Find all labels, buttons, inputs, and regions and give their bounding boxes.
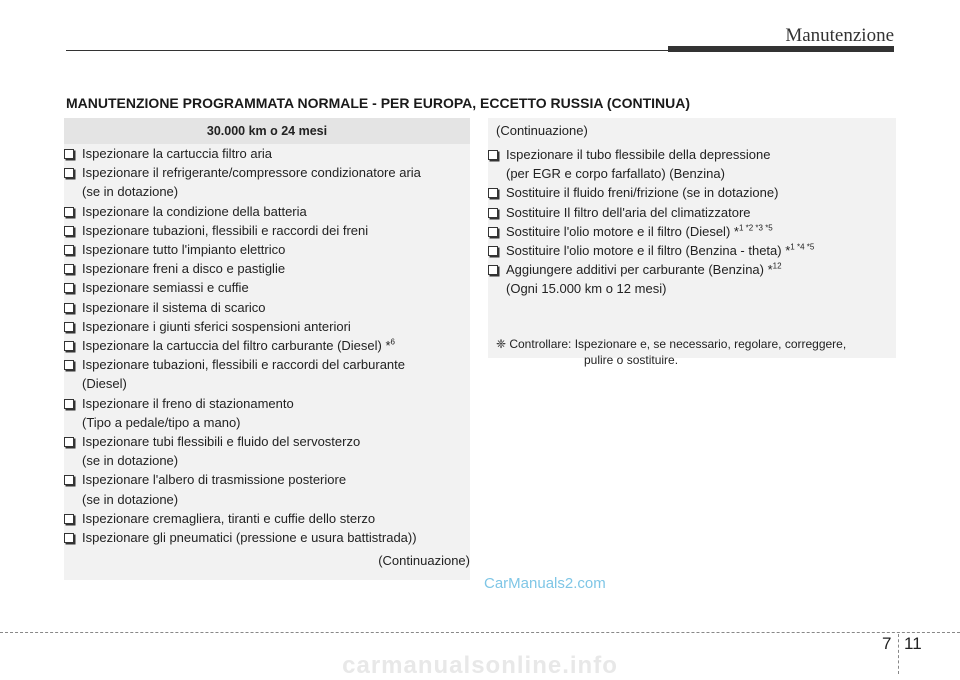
checklist-item	[64, 278, 470, 297]
checklist-item	[64, 240, 470, 259]
checklist-item	[488, 222, 896, 241]
note-symbol-icon: ❈	[496, 337, 507, 351]
checkbox-icon	[64, 283, 74, 293]
checkbox-icon	[64, 360, 74, 370]
checkbox-icon	[64, 341, 74, 351]
checklist-item-text: Aggiungere additivi per carburante (Benzina) *	[506, 262, 773, 278]
checklist-item-text: Ispezionare la condizione della batteria	[82, 203, 307, 219]
left-checklist	[64, 144, 470, 547]
checklist-item-text: Ispezionare la cartuccia filtro aria	[82, 146, 273, 161]
checkbox-icon	[488, 227, 498, 237]
checklist-item-text: Sostituire l'olio motore e il filtro (Diesel) *	[506, 223, 739, 239]
checkbox-icon	[64, 226, 74, 236]
checkbox-icon	[64, 533, 74, 543]
checklist-item	[64, 202, 470, 221]
checklist-item-text: Sostituire Il filtro dell'aria del climatizzatore	[506, 204, 751, 220]
checklist-item	[64, 528, 470, 547]
note-line-1: Controllare: Ispezionare e, se necessario, regolare, correggere,	[509, 337, 847, 351]
bottom-watermark: carmanualsonline.info	[342, 652, 618, 679]
section-title: Manutenzione	[785, 25, 894, 46]
checklist-item-subtext: (Ogni 15.000 km o 12 mesi)	[506, 281, 667, 297]
checklist-item-subtext: (per EGR e corpo farfallato) (Benzina)	[506, 166, 725, 182]
checklist-item-text: Ispezionare il freno di stazionamento	[82, 395, 294, 411]
checklist-item	[64, 432, 470, 470]
checkbox-icon	[64, 399, 74, 409]
checkbox-icon	[64, 168, 74, 178]
checkbox-icon	[64, 437, 74, 447]
checklist-item	[488, 241, 896, 260]
checklist-item-subtext: (Tipo a pedale/tipo a mano)	[82, 414, 241, 430]
checklist-item-text: Ispezionare il refrigerante/compressore condizionatore aria	[82, 165, 421, 181]
checklist-item-text: Sostituire il fluido freni/frizione (se in dotazione)	[506, 185, 779, 201]
checkbox-icon	[64, 264, 74, 274]
checklist-item	[488, 260, 896, 298]
checklist-item-text: Ispezionare tutto l'impianto elettrico	[82, 242, 286, 258]
checklist-item-text: Ispezionare tubazioni, flessibili e raccordi dei freni	[82, 222, 369, 238]
page-heading: MANUTENZIONE PROGRAMMATA NORMALE - PER EUROPA, ECCETTO RUSSIA (CONTINUA)	[66, 95, 691, 111]
checkbox-icon	[64, 303, 74, 313]
checklist-item	[64, 336, 470, 355]
checklist-item-text: Sostituire l'olio motore e il filtro (Benzina - theta) *	[506, 243, 791, 259]
checklist-item	[64, 470, 470, 508]
interval-heading: 30.000 km o 24 mesi	[64, 118, 470, 144]
checkbox-icon	[488, 265, 498, 275]
checkbox-icon	[64, 207, 74, 217]
checkbox-icon	[488, 208, 498, 218]
checklist-item	[488, 203, 896, 222]
checklist-item-subtext: (se in dotazione)	[82, 491, 179, 507]
checklist-item-subtext: (Diesel)	[82, 376, 127, 392]
checklist-item-text: Ispezionare gli pneumatici (pressione e usura battistrada))	[82, 530, 417, 546]
checklist-item	[64, 259, 470, 278]
right-checklist	[488, 145, 896, 299]
footnote-ref: 1 *4 *5	[790, 242, 815, 252]
footnote-ref: 1 *2 *3 *5	[738, 223, 773, 233]
checklist-item	[64, 163, 470, 201]
checklist-item-text: Ispezionare tubi flessibili e fluido del servosterzo	[82, 434, 361, 450]
checkbox-icon	[64, 322, 74, 332]
checklist-item-text: Ispezionare l'albero di trasmissione posteriore	[82, 472, 347, 488]
checklist-item-text: Ispezionare la cartuccia del filtro carburante (Diesel) *	[82, 338, 391, 354]
checklist-item	[64, 509, 470, 528]
checklist-item-subtext: (se in dotazione)	[82, 184, 179, 200]
checklist-item	[64, 355, 470, 393]
checklist-item-text: Ispezionare tubazioni, flessibili e raccordi del carburante	[82, 357, 406, 373]
checkbox-icon	[488, 188, 498, 198]
checkbox-icon	[64, 245, 74, 255]
checkbox-icon	[488, 246, 498, 256]
checklist-item-text: Ispezionare freni a disco e pastiglie	[82, 261, 286, 277]
checkbox-icon	[64, 514, 74, 524]
checklist-item	[64, 221, 470, 240]
note	[496, 336, 892, 368]
header-rule-accent	[668, 46, 894, 52]
checklist-item	[64, 394, 470, 432]
checklist-item-text: Ispezionare i giunti sferici sospensioni anteriori	[82, 318, 351, 334]
continuation-label: (Continuazione)	[496, 123, 588, 138]
checkbox-icon	[64, 475, 74, 485]
checklist-item-text: Ispezionare semiassi e cuffie	[82, 280, 249, 296]
checkbox-icon	[488, 150, 498, 160]
checklist-item-subtext: (se in dotazione)	[82, 453, 179, 469]
checklist-item	[488, 145, 896, 183]
watermark-link[interactable]: CarManuals2.com	[484, 575, 606, 592]
checklist-item	[64, 144, 470, 163]
checklist-item-text: Ispezionare cremagliera, tiranti e cuffie dello sterzo	[82, 510, 376, 526]
header-rule	[66, 50, 668, 51]
continuation-label: (Continuazione)	[378, 553, 470, 569]
footer-rule	[0, 632, 960, 633]
left-column	[64, 118, 470, 580]
checklist-item-text: Ispezionare il tubo flessibile della depressione	[506, 147, 771, 162]
checkbox-icon	[64, 149, 74, 159]
footnote-ref: 6	[390, 337, 395, 347]
checklist-item	[488, 183, 896, 202]
note-line-2: pulire o sostituire.	[584, 353, 679, 367]
chapter-number: 7	[882, 634, 892, 653]
right-column	[488, 118, 896, 367]
checklist-item-text: Ispezionare il sistema di scarico	[82, 299, 266, 315]
checklist-item	[64, 298, 470, 317]
page-number: 11	[904, 634, 922, 653]
footnote-ref: 12	[772, 261, 782, 271]
checklist-item	[64, 317, 470, 336]
